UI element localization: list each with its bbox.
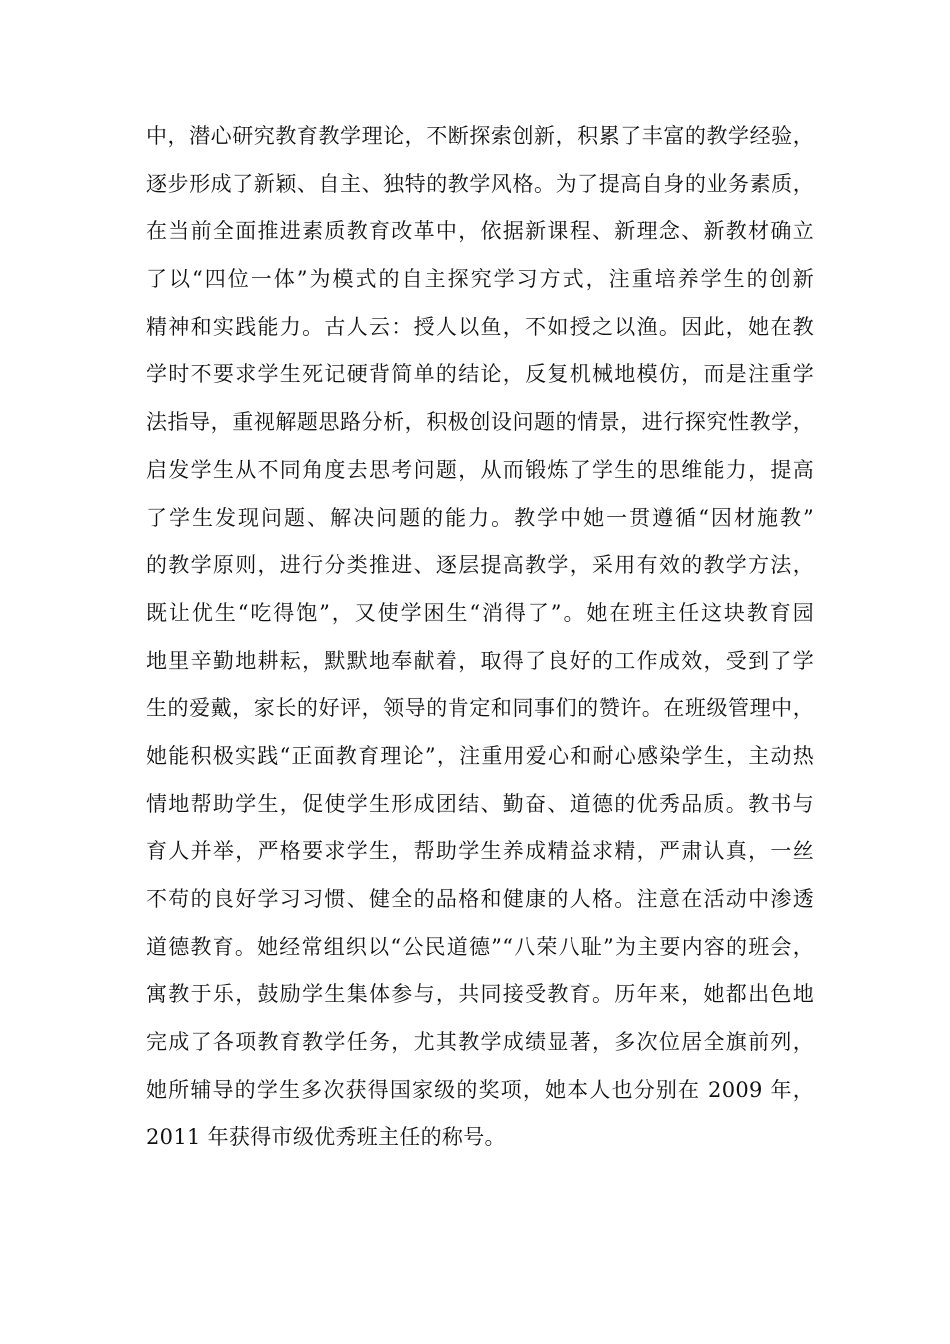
- text-line: 逐步形成了新颖、自主、独特的教学风格。为了提高自身的业务素质，: [146, 171, 814, 196]
- text-line: 生的爱戴，家长的好评，领导的肯定和同事们的赞许。在班级管理中，: [146, 696, 814, 721]
- text-line: 启发学生从不同角度去思考问题，从而锻炼了学生的思维能力，提高: [146, 457, 814, 482]
- text-line: 中，潜心研究教育教学理论，不断探索创新，积累了丰富的教学经验，: [146, 124, 814, 148]
- text-line: 在当前全面推进素质教育改革中，依据新课程、新理念、新教材确立: [146, 219, 814, 244]
- text-line: 寓教于乐，鼓励学生集体参与，共同接受教育。历年来，她都出色地: [146, 982, 814, 1007]
- text-line: 育人并举，严格要求学生，帮助学生养成精益求精，严肃认真，一丝: [146, 839, 814, 864]
- text-line: 既让优生“吃得饱”，又使学困生“消得了”。她在班主任这块教育园: [146, 600, 814, 625]
- text-line: 法指导，重视解题思路分析，积极创设问题的情景，进行探究性教学，: [146, 410, 814, 435]
- text-line: 的教学原则，进行分类推进、逐层提高教学，采用有效的教学方法，: [146, 553, 814, 578]
- text-line-last: 2011 年获得市级优秀班主任的称号。: [146, 1125, 506, 1150]
- text-line: 精神和实践能力。古人云：授人以鱼，不如授之以渔。因此，她在教: [146, 314, 814, 339]
- text-line: 完成了各项教育教学任务，尤其教学成绩显著，多次位居全旗前列，: [146, 1030, 814, 1055]
- text-line: 地里辛勤地耕耘，默默地奉献着，取得了良好的工作成效，受到了学: [146, 648, 814, 673]
- text-line: 情地帮助学生，促使学生形成团结、勤奋、道德的优秀品质。教书与: [146, 791, 814, 816]
- body-paragraph: [146, 113, 814, 1162]
- text-line: 学时不要求学生死记硬背简单的结论，反复机械地模仿，而是注重学: [146, 362, 814, 387]
- text-line: 了学生发现问题、解决问题的能力。教学中她一贯遵循“因材施教”: [146, 505, 814, 530]
- text-line: 了以“四位一体”为模式的自主探究学习方式，注重培养学生的创新: [146, 267, 814, 292]
- text-line: 不苟的良好学习习惯、健全的品格和健康的人格。注意在活动中渗透: [146, 887, 814, 911]
- text-line: 她能积极实践“正面教育理论”，注重用爱心和耐心感染学生，主动热: [146, 743, 814, 768]
- text-line: 她所辅导的学生多次获得国家级的奖项，她本人也分别在 2009 年，: [146, 1077, 814, 1102]
- text-line: 道德教育。她经常组织以“公民道德”“八荣八耻”为主要内容的班会，: [146, 934, 814, 959]
